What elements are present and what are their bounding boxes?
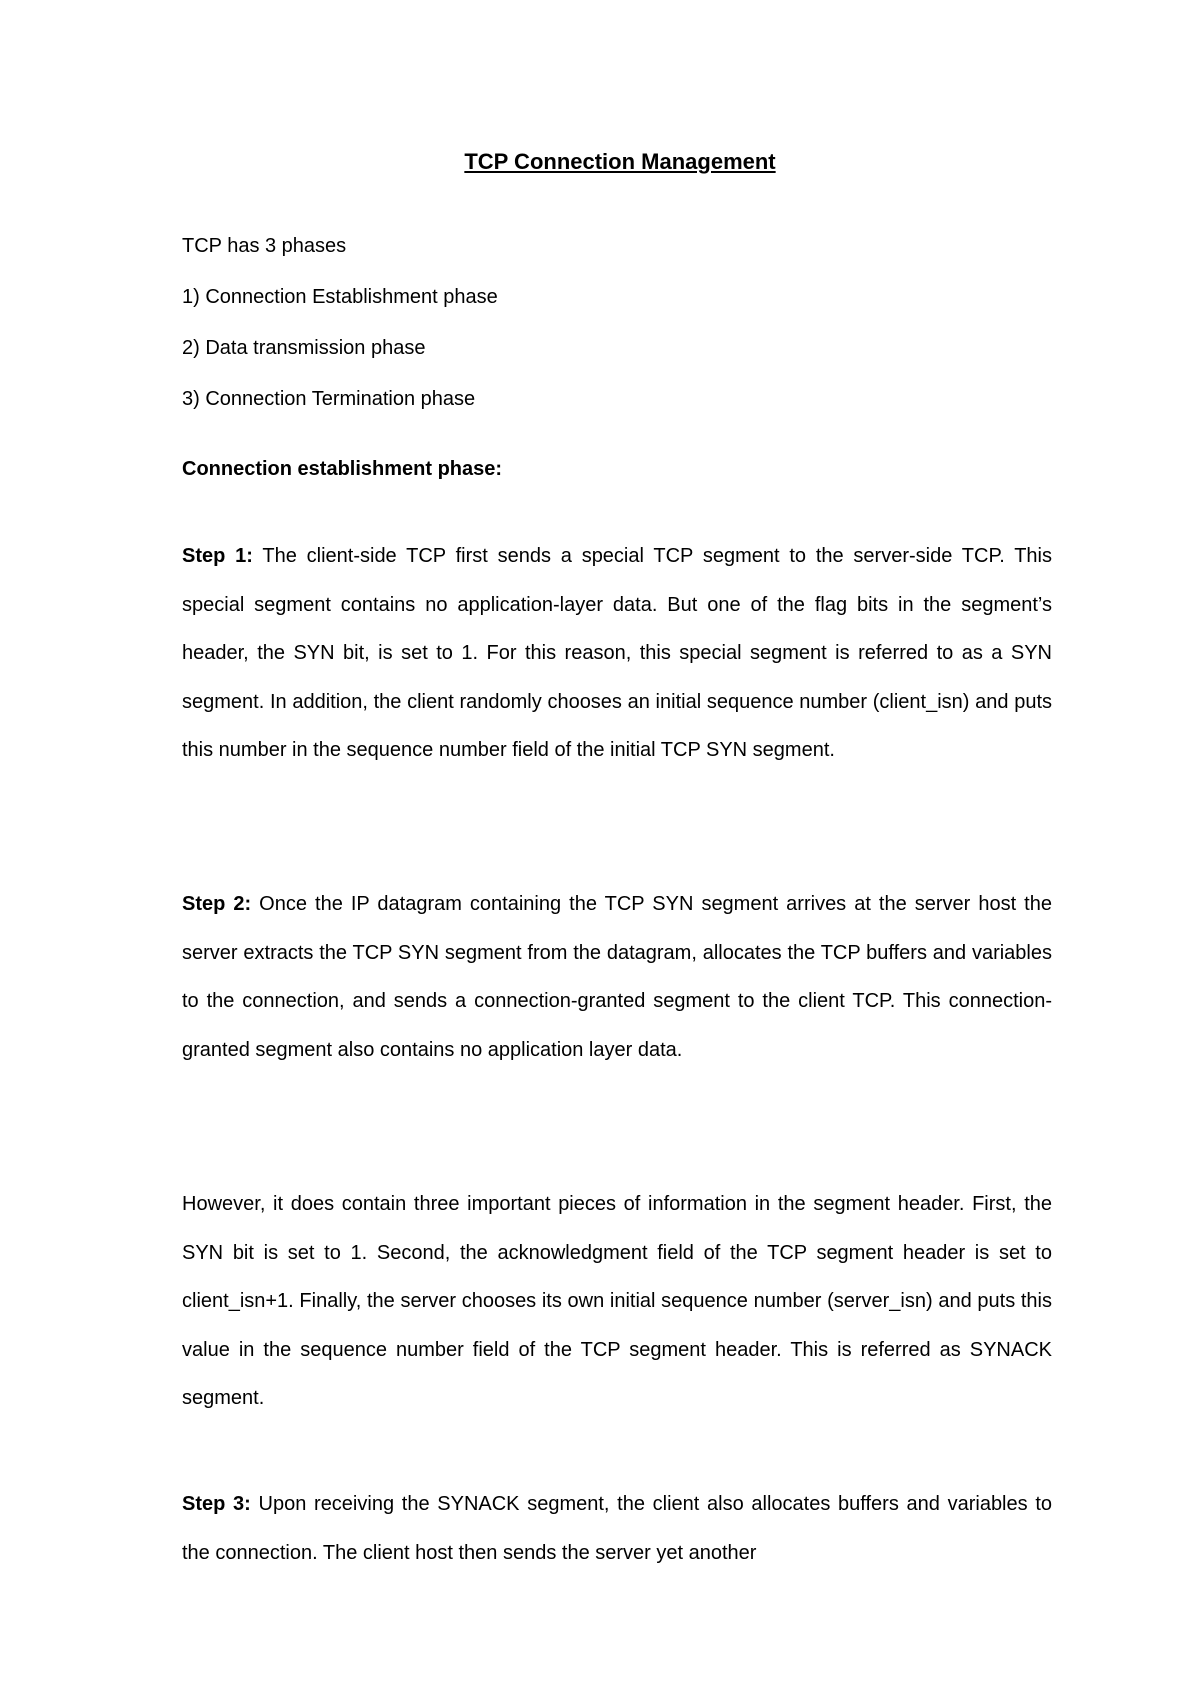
segment-info-paragraph: However, it does contain three important pieces of information in the segment header. First, the SYN bit is set to 1. Second, the acknowledgment field of the TCP segment header is set to client_isn+1. Finally, the server chooses its own initial sequence number (server_isn) and puts this value in the sequence number field of the TCP segment header. This is referred as SYNACK segment. [182,1193,1052,1409]
phase-item-2: 2) Data transmission phase [182,337,426,359]
phase-item-3: 3) Connection Termination phase [182,388,476,410]
step-3-label: Step 3: [182,1493,251,1515]
page-title: TCP Connection Management [464,149,776,174]
section-heading: Connection establishment phase: [182,458,503,480]
step-2-paragraph [182,880,1052,1074]
step-2-text: Once the IP datagram containing the TCP SYN segment arrives at the server host the server extracts the TCP SYN segment from the datagram, allocates the TCP buffers and variables to the connection, and sends a connection-granted segment to the client TCP. This connection-granted segment also contains no application layer data. [182,893,1052,1061]
step-1-paragraph [182,532,1052,775]
step-3-text: Upon receiving the SYNACK segment, the client also allocates buffers and variables to the connection. The client host then sends the server yet another [182,1493,1053,1564]
step-1-text: The client-side TCP first sends a special TCP segment to the server-side TCP. This special segment contains no application-layer data. But one of the flag bits in the segment’s header, the SYN bit, is set to 1. For this reason, this special segment is referred to as a SYN segment. In addition, the client randomly chooses an initial sequence number (client_isn) and puts this number in the sequence number field of the initial TCP SYN segment. [182,545,1052,761]
phase-item-1: 1) Connection Establishment phase [182,286,498,308]
intro-line: TCP has 3 phases [182,235,347,257]
step-3-paragraph [182,1480,1052,1577]
step-2-label: Step 2: [182,893,252,915]
step-1-label: Step 1: [182,545,253,567]
